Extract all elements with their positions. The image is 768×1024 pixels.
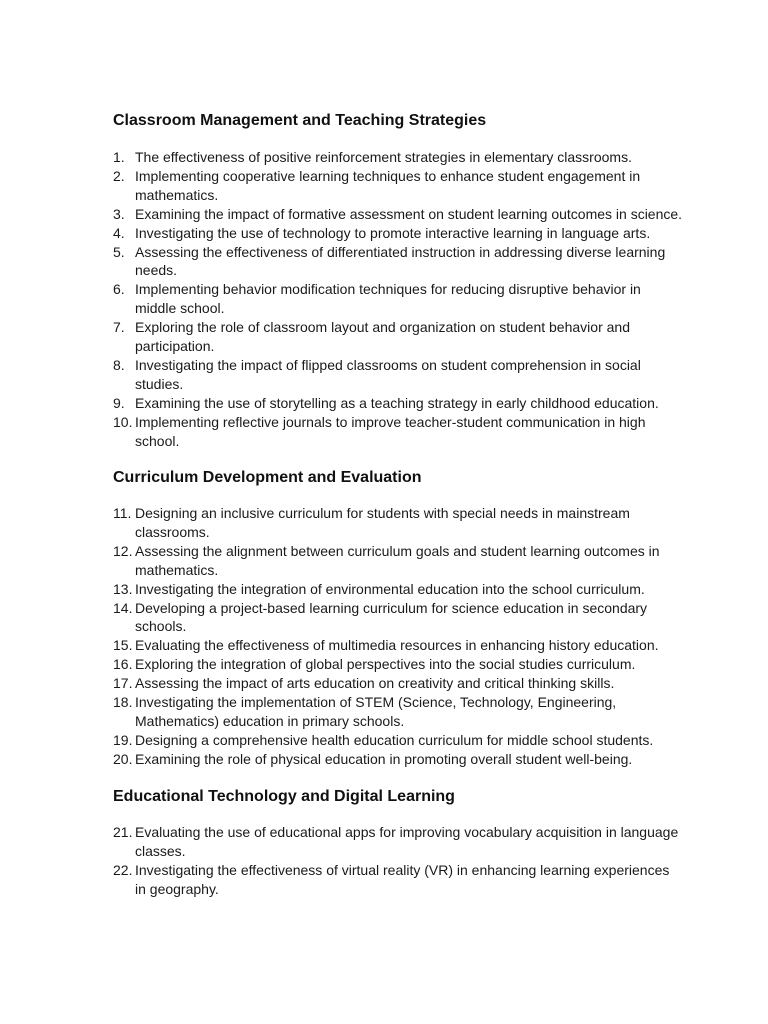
list-item-number: 3. (113, 205, 125, 222)
list-item (113, 861, 683, 899)
list-item (113, 636, 683, 655)
list-item-text: Investigating the effectiveness of virtual reality (VR) in enhancing learning experiences in geography. (135, 861, 670, 897)
list-item (113, 674, 683, 693)
list-item-number: 15. (113, 637, 133, 654)
list-item-number: 1. (113, 149, 125, 165)
list-item-number: 19. (113, 731, 133, 748)
section-heading: Classroom Management and Teaching Strategies (113, 112, 487, 129)
list-item (113, 243, 683, 281)
list-item (113, 823, 683, 861)
list-item-text: Examining the impact of formative assessment on student learning outcomes in science. (135, 205, 683, 222)
list-item (113, 413, 683, 451)
topic-list (113, 823, 683, 899)
list-item-number: 18. (113, 694, 133, 711)
section-heading: Educational Technology and Digital Learning (113, 788, 455, 805)
topic-list (113, 504, 683, 769)
list-item-text: The effectiveness of positive reinforcement strategies in elementary classrooms. (135, 149, 632, 165)
list-item-number: 11. (113, 505, 132, 521)
list-item-number: 16. (113, 656, 133, 673)
list-item-text: Assessing the alignment between curriculum goals and student learning outcomes in mathematics. (135, 542, 660, 578)
list-item (113, 693, 683, 731)
list-item (113, 280, 683, 318)
list-item-text: Evaluating the use of educational apps for improving vocabulary acquisition in language classes. (135, 824, 679, 859)
list-item-text: Investigating the use of technology to promote interactive learning in language arts. (135, 224, 651, 241)
list-item-number: 5. (113, 243, 125, 260)
list-item-text: Evaluating the effectiveness of multimedia resources in enhancing history education. (135, 637, 659, 654)
list-item (113, 205, 683, 224)
list-item-text: Exploring the integration of global perspectives into the social studies curriculum. (135, 656, 636, 673)
list-item-text: Assessing the impact of arts education on creativity and critical thinking skills. (135, 675, 615, 692)
list-item (113, 394, 683, 413)
list-item-number: 12. (113, 542, 133, 559)
topic-list (113, 148, 683, 451)
list-item-number: 13. (113, 580, 133, 597)
list-item (113, 599, 683, 637)
list-item (113, 318, 683, 356)
list-item-text: Investigating the implementation of STEM (Science, Technology, Engineering, Mathematics) education in primary schools. (135, 694, 617, 729)
list-item (113, 148, 683, 167)
list-item-number: 20. (113, 750, 133, 767)
list-item-number: 21. (113, 824, 133, 840)
list-item-number: 22. (113, 861, 133, 878)
section-educational-technology (113, 787, 683, 899)
list-item (113, 655, 683, 674)
list-item-text: Investigating the impact of flipped classrooms on student comprehension in social studies. (135, 356, 641, 392)
list-item (113, 167, 683, 205)
list-item-number: 14. (113, 599, 133, 616)
list-item (113, 580, 683, 599)
list-item-number: 7. (113, 319, 125, 336)
section-heading: Curriculum Development and Evaluation (113, 469, 422, 486)
list-item-number: 2. (113, 167, 125, 184)
list-item-text: Exploring the role of classroom layout and organization on student behavior and participation. (135, 319, 630, 355)
list-item (113, 224, 683, 243)
list-item-number: 9. (113, 394, 125, 411)
list-item-text: Assessing the effectiveness of differentiated instruction in addressing diverse learning needs. (135, 243, 666, 279)
list-item-text: Implementing behavior modification techniques for reducing disruptive behavior in middle school. (135, 281, 641, 317)
list-item-text: Designing a comprehensive health education curriculum for middle school students. (135, 731, 654, 748)
section-classroom-management (113, 111, 683, 451)
list-item-number: 10. (113, 413, 133, 430)
list-item-number: 6. (113, 281, 125, 298)
section-curriculum-development (113, 468, 683, 769)
list-item-number: 17. (113, 675, 133, 692)
list-item (113, 504, 683, 542)
list-item-text: Implementing reflective journals to improve teacher-student communication in high school. (135, 413, 646, 449)
list-item-text: Examining the role of physical education in promoting overall student well-being. (135, 750, 633, 767)
list-item (113, 750, 683, 769)
list-item (113, 542, 683, 580)
list-item-text: Examining the use of storytelling as a teaching strategy in early childhood education. (135, 394, 659, 411)
list-item-text: Designing an inclusive curriculum for students with special needs in mainstream classrooms. (135, 505, 630, 540)
list-item-text: Implementing cooperative learning techniques to enhance student engagement in mathematics. (135, 167, 641, 203)
list-item (113, 356, 683, 394)
list-item-number: 4. (113, 224, 125, 241)
list-item-number: 8. (113, 356, 125, 373)
list-item (113, 731, 683, 750)
list-item-text: Investigating the integration of environmental education into the school curriculum. (135, 580, 645, 597)
list-item-text: Developing a project-based learning curriculum for science education in secondary schools. (135, 599, 648, 635)
